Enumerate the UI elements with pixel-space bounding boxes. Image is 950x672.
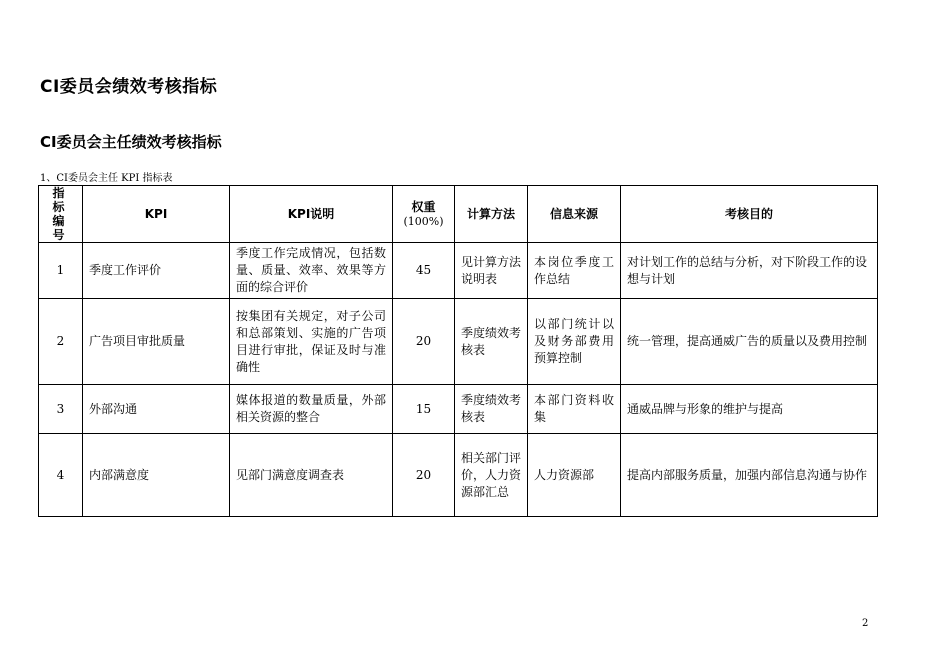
- header-weight-unit: (100%): [403, 215, 444, 228]
- row-kpi-description: 媒体报道的数量质量，外部相关资源的整合: [230, 385, 393, 434]
- row-calculation-method: 相关部门评价，人力资源部汇总: [455, 434, 528, 517]
- header-calculation-method: 计算方法: [455, 186, 528, 243]
- header-weight: [393, 186, 455, 243]
- row-assessment-purpose: 对计划工作的总结与分析，对下阶段工作的设想与计划: [621, 243, 878, 299]
- header-weight-label: 权重: [411, 200, 436, 214]
- table-row: [39, 243, 878, 299]
- header-kpi-description: KPI说明: [230, 186, 393, 243]
- table-row: [39, 299, 878, 385]
- row-assessment-purpose: 统一管理，提高通威广告的质量以及费用控制: [621, 299, 878, 385]
- row-calculation-method: 季度绩效考核表: [455, 299, 528, 385]
- table-row: [39, 385, 878, 434]
- row-assessment-purpose: 提高内部服务质量，加强内部信息沟通与协作: [621, 434, 878, 517]
- row-kpi: 外部沟通: [83, 385, 230, 434]
- header-information-source: 信息来源: [528, 186, 621, 243]
- row-information-source: 本部门资料收集: [528, 385, 621, 434]
- section-title: CI委员会主任绩效考核指标: [40, 133, 222, 151]
- row-kpi-description: 按集团有关规定，对子公司和总部策划、实施的广告项目进行审批，保证及时与准确性: [230, 299, 393, 385]
- row-weight: 15: [393, 385, 455, 434]
- kpi-table: [38, 185, 878, 517]
- row-kpi: 广告项目审批质量: [83, 299, 230, 385]
- row-index: 2: [39, 299, 83, 385]
- row-information-source: 本岗位季度工作总结: [528, 243, 621, 299]
- row-weight: 20: [393, 434, 455, 517]
- header-kpi: KPI: [83, 186, 230, 243]
- page-title: CI委员会绩效考核指标: [40, 77, 218, 97]
- row-kpi-description: 季度工作完成情况，包括数量、质量、效率、效果等方面的综合评价: [230, 243, 393, 299]
- table-caption: 1、CI委员会主任 KPI 指标表: [40, 173, 173, 184]
- header-assessment-purpose: 考核目的: [621, 186, 878, 243]
- row-kpi: 季度工作评价: [83, 243, 230, 299]
- header-index: 指 标 编 号: [39, 186, 83, 243]
- row-index: 4: [39, 434, 83, 517]
- row-weight: 45: [393, 243, 455, 299]
- row-kpi-description: 见部门满意度调查表: [230, 434, 393, 517]
- row-calculation-method: 见计算方法说明表: [455, 243, 528, 299]
- table-row: [39, 434, 878, 517]
- row-index: 1: [39, 243, 83, 299]
- page-number: 2: [862, 618, 869, 629]
- row-information-source: 人力资源部: [528, 434, 621, 517]
- row-index: 3: [39, 385, 83, 434]
- table-header-row: [39, 186, 878, 243]
- row-kpi: 内部满意度: [83, 434, 230, 517]
- row-calculation-method: 季度绩效考核表: [455, 385, 528, 434]
- row-weight: 20: [393, 299, 455, 385]
- row-information-source: 以部门统计以及财务部费用预算控制: [528, 299, 621, 385]
- row-assessment-purpose: 通威品牌与形象的维护与提高: [621, 385, 878, 434]
